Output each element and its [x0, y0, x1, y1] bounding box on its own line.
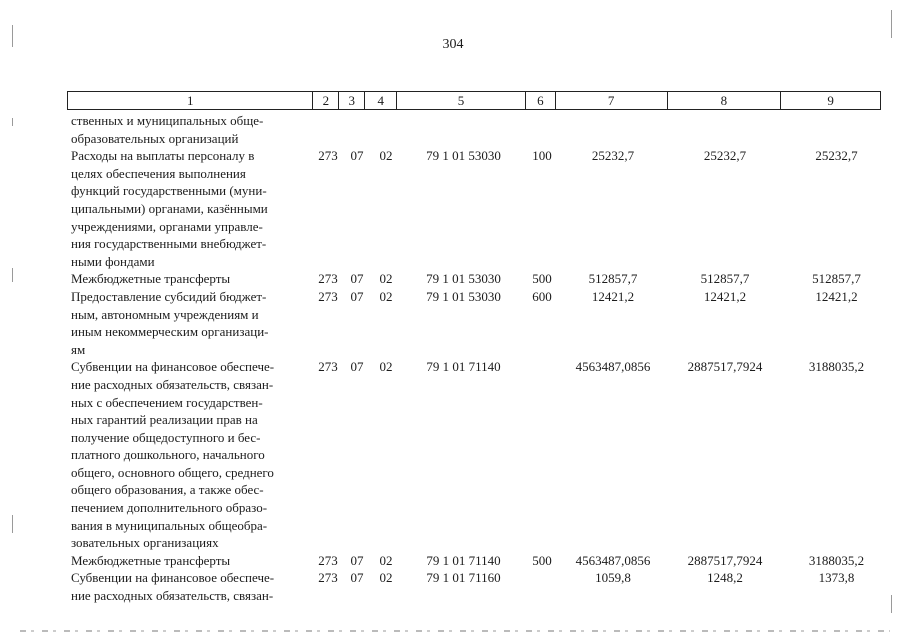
description-line: ние расходных обязательств, связан- — [71, 376, 274, 392]
scan-mark — [891, 595, 892, 613]
row-description — [71, 358, 313, 552]
description-line: ных с обеспечением государствен- — [71, 394, 263, 410]
cell-col-3 — [343, 112, 371, 147]
cell-col-5 — [401, 112, 526, 147]
cell-col-2: 273 — [318, 570, 338, 586]
description-line: зовательных организациях — [71, 535, 219, 551]
cell-col-8: 25232,7 — [703, 148, 747, 164]
description-line: ным, автономным учреждениям и — [71, 306, 259, 322]
scan-mark — [12, 118, 13, 126]
cell-col-3: 07 — [350, 288, 364, 304]
cell-col-5: 79 1 01 71140 — [426, 552, 501, 568]
row-description — [71, 569, 313, 604]
table-row — [71, 112, 881, 147]
header-col-1: 1 — [68, 92, 313, 109]
description-line: Субвенции на финансовое обеспече- — [71, 570, 275, 586]
description-line: ных гарантий реализации прав на — [71, 412, 258, 428]
cell-col-4 — [371, 112, 401, 147]
description-line: образовательных организаций — [71, 130, 239, 146]
cell-col-4: 02 — [379, 288, 393, 304]
cell-col-5: 79 1 01 53030 — [426, 148, 501, 164]
description-line: общего, основного общего, среднего — [71, 464, 274, 480]
description-line: печением дополнительного образо- — [71, 500, 268, 516]
row-description — [71, 147, 313, 270]
cell-col-2 — [313, 112, 343, 147]
cell-col-6: 100 — [532, 148, 552, 164]
description-line: вания в муниципальных общеобра- — [71, 517, 268, 533]
cell-col-4: 02 — [379, 271, 393, 287]
cell-col-9: 3188035,2 — [808, 552, 865, 568]
cell-col-3: 07 — [350, 271, 364, 287]
header-col-7: 7 — [556, 92, 668, 109]
cell-col-2: 273 — [318, 359, 338, 375]
scan-mark — [12, 515, 13, 533]
cell-col-2: 273 — [318, 271, 338, 287]
description-line: ние расходных обязательств, связан- — [71, 588, 274, 604]
row-description — [71, 552, 313, 570]
table-row — [71, 288, 881, 358]
row-description — [71, 288, 313, 358]
table-row — [71, 270, 881, 288]
header-col-5: 5 — [397, 92, 526, 109]
description-line: получение общедоступного и бес- — [71, 429, 261, 445]
cell-col-4: 02 — [379, 570, 393, 586]
cell-col-9: 3188035,2 — [808, 359, 865, 375]
cell-col-2: 273 — [318, 288, 338, 304]
cell-col-8: 2887517,7924 — [687, 552, 763, 568]
cell-col-9: 12421,2 — [815, 288, 858, 304]
description-line: иным некоммерческим организаци- — [71, 324, 269, 340]
cell-col-3: 07 — [350, 552, 364, 568]
cell-col-9: 512857,7 — [812, 271, 861, 287]
scan-edge-noise — [20, 630, 890, 632]
cell-col-2: 273 — [318, 148, 338, 164]
cell-col-8: 2887517,7924 — [687, 359, 763, 375]
table-row — [71, 552, 881, 570]
cell-col-8: 512857,7 — [700, 271, 750, 287]
description-line: целях обеспечения выполнения — [71, 165, 246, 181]
cell-col-5: 79 1 01 53030 — [426, 271, 501, 287]
cell-col-8 — [668, 112, 782, 147]
cell-col-7: 1059,8 — [595, 570, 631, 586]
cell-col-4: 02 — [379, 148, 393, 164]
header-col-3: 3 — [339, 92, 365, 109]
cell-col-6 — [526, 112, 558, 147]
cell-col-6: 500 — [532, 552, 552, 568]
description-line: платного дошкольного, начального — [71, 447, 265, 463]
description-line: Субвенции на финансовое обеспече- — [71, 359, 275, 375]
header-col-2: 2 — [313, 92, 339, 109]
table-body — [71, 112, 881, 605]
cell-col-4: 02 — [379, 359, 393, 375]
cell-col-6 — [526, 569, 558, 604]
description-line: Межбюджетные трансферты — [71, 552, 231, 568]
cell-col-3: 07 — [350, 148, 364, 164]
cell-col-5: 79 1 01 71140 — [426, 359, 501, 375]
description-line: Предоставление субсидий бюджет- — [71, 288, 267, 304]
scan-mark — [12, 25, 13, 47]
cell-col-4: 02 — [379, 552, 393, 568]
cell-col-9: 1373,8 — [818, 570, 855, 586]
row-description — [71, 270, 313, 288]
header-col-8: 8 — [668, 92, 782, 109]
scan-mark — [891, 10, 892, 38]
cell-col-6: 500 — [532, 271, 552, 287]
cell-col-7 — [558, 112, 668, 147]
cell-col-9 — [782, 112, 881, 147]
cell-col-7: 4563487,0856 — [575, 552, 651, 568]
table-header — [67, 91, 881, 110]
cell-col-7: 512857,7 — [588, 271, 638, 287]
row-description — [71, 112, 313, 147]
table-row — [71, 147, 881, 270]
cell-col-2: 273 — [318, 552, 338, 568]
cell-col-5: 79 1 01 53030 — [426, 288, 501, 304]
cell-col-8: 1248,2 — [707, 570, 743, 586]
table-row — [71, 569, 881, 604]
header-col-4: 4 — [365, 92, 397, 109]
description-line: ципальными) органами, казёнными — [71, 200, 268, 216]
cell-col-6: 600 — [532, 288, 552, 304]
cell-col-7: 12421,2 — [591, 288, 635, 304]
cell-col-8: 12421,2 — [703, 288, 747, 304]
description-line: общего образования, а также обес- — [71, 482, 264, 498]
description-line: Расходы на выплаты персоналу в — [71, 148, 255, 164]
description-line: ными фондами — [71, 253, 155, 269]
description-line: функций государственными (муни- — [71, 183, 267, 199]
table-row — [71, 358, 881, 552]
scan-mark — [12, 268, 13, 282]
description-line: ния государственными внебюджет- — [71, 236, 267, 252]
cell-col-7: 25232,7 — [591, 148, 635, 164]
cell-col-7: 4563487,0856 — [575, 359, 651, 375]
page-number: 304 — [442, 37, 464, 52]
description-line: ям — [71, 341, 86, 357]
cell-col-5: 79 1 01 71160 — [426, 570, 501, 586]
header-col-6: 6 — [526, 92, 556, 109]
cell-col-3: 07 — [350, 359, 364, 375]
description-line: ственных и муниципальных обще- — [71, 113, 264, 128]
cell-col-3: 07 — [350, 570, 364, 586]
description-line: учреждениями, органами управле- — [71, 218, 263, 234]
header-col-9: 9 — [827, 93, 834, 108]
description-line: Межбюджетные трансферты — [71, 271, 231, 287]
cell-col-6 — [526, 358, 558, 552]
cell-col-9: 25232,7 — [815, 148, 858, 164]
